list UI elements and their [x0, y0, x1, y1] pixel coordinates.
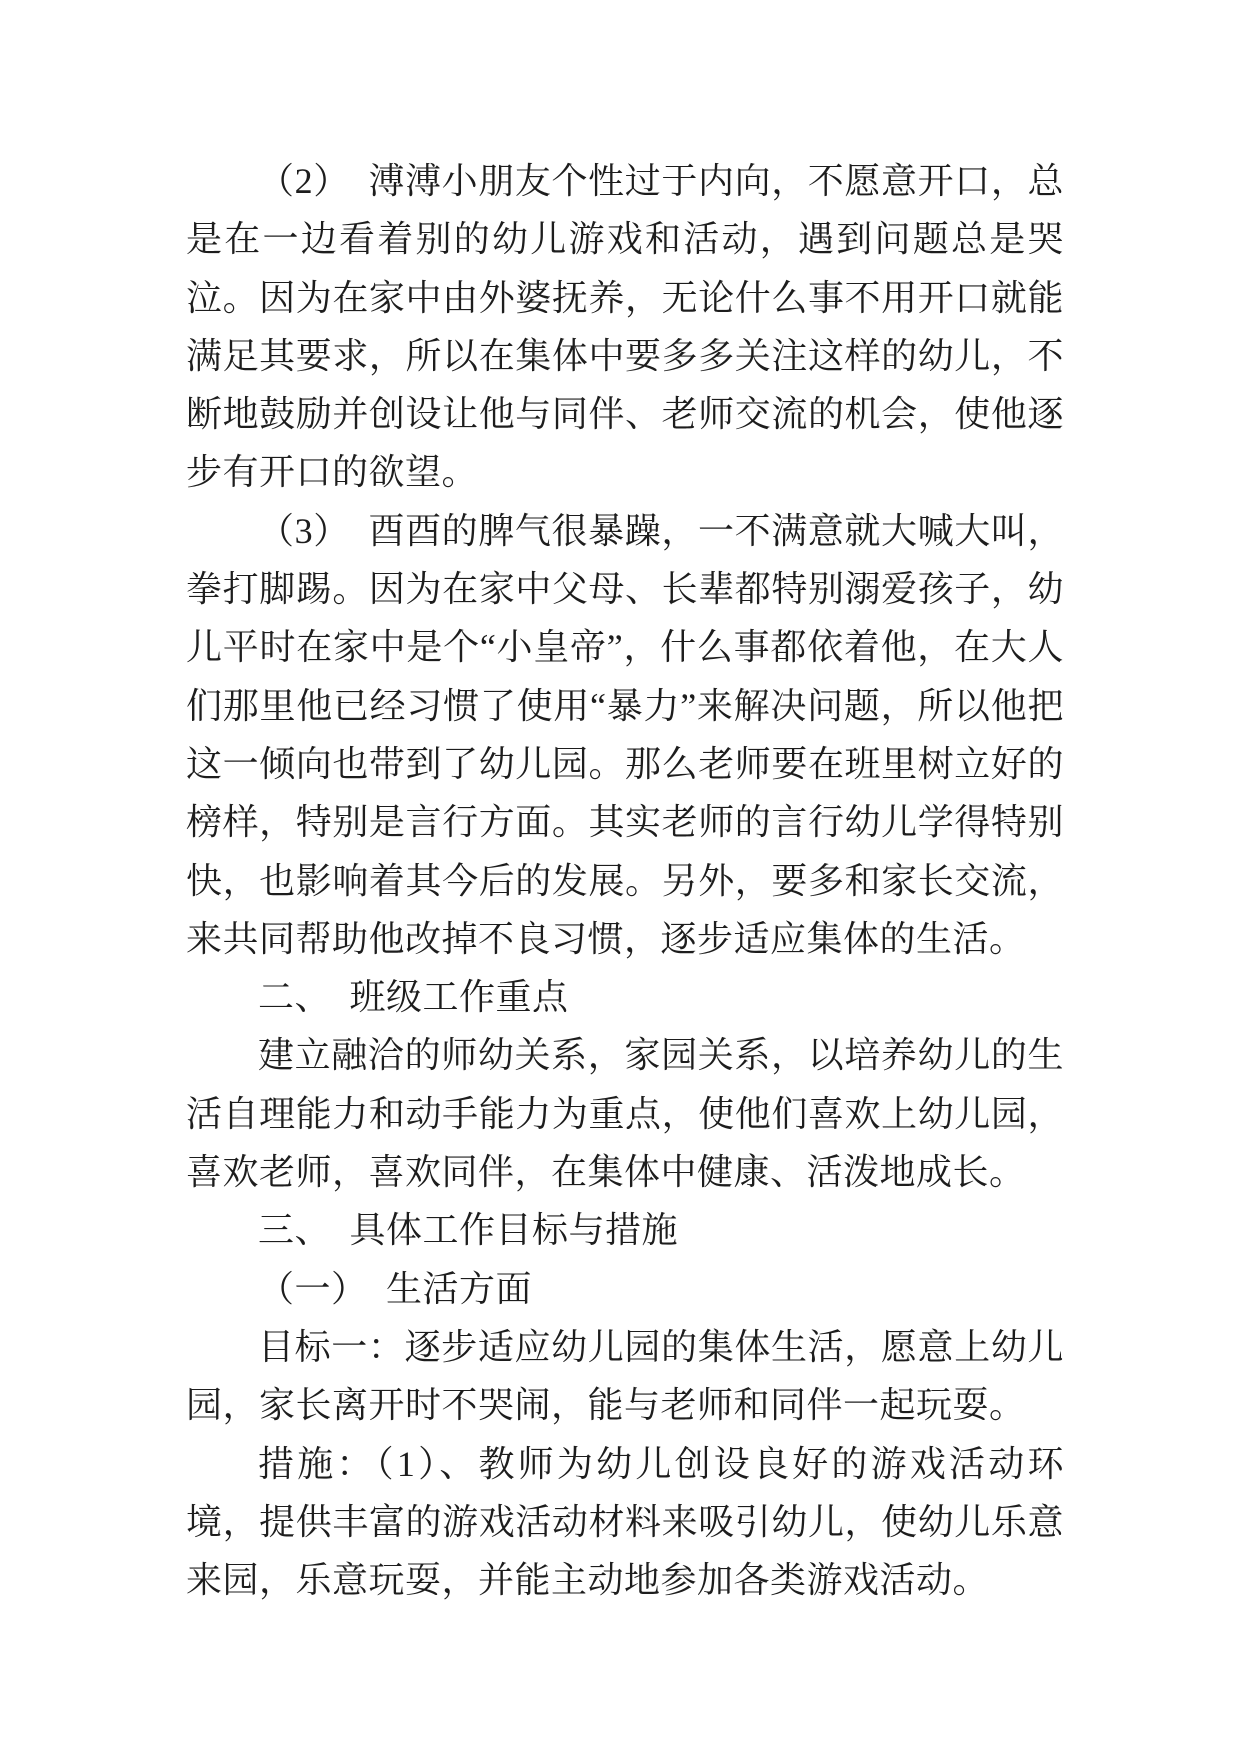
- paragraph-child-case-3: （3） 酉酉的脾气很暴躁，一不满意就大喊大叫，拳打脚踢。因为在家中父母、长辈都特别溺爱孩子，幼儿平时在家中是个“小皇帝”，什么事都依着他，在大人们那里他已经习惯了使用“暴力”来解决问题，所以他把这一倾向也带到了幼儿园。那么老师要在班里树立好的榜样，特别是言行方面。其实老师的言行幼儿学得特别快，也影响着其今后的发展。另外，要多和家长交流，来共同帮助他改掉不良习惯，逐步适应集体的生活。: [186, 510, 1064, 959]
- subheading-life-aspect: （一） 生活方面: [258, 1268, 533, 1309]
- paragraph-class-work-focus-body: 建立融洽的师幼关系，家园关系，以培养幼儿的生活自理能力和动手能力为重点，使他们喜欢上幼儿园，喜欢老师，喜欢同伴，在集体中健康、活泼地成长。: [186, 1035, 1064, 1193]
- paragraph-child-case-2: （2） 溥溥小朋友个性过于内向，不愿意开口，总是在一边看着别的幼儿游戏和活动，遇到问题总是哭泣。因为在家中由外婆抚养，无论什么事不用开口就能满足其要求，所以在集体中要多多关注这样的幼儿，不断地鼓励并创设让他与同伴、老师交流的机会，使他逐步有开口的欲望。: [186, 161, 1064, 493]
- paragraph-goal-one: 目标一：逐步适应幼儿园的集体生活，愿意上幼儿园，家长离开时不哭闹，能与老师和同伴一起玩耍。: [186, 1326, 1064, 1426]
- heading-class-work-focus: 二、 班级工作重点: [258, 977, 569, 1018]
- heading-specific-goals-and-measures: 三、 具体工作目标与措施: [258, 1210, 679, 1251]
- document-text-block: [186, 152, 1064, 1609]
- paragraph-measures-one: 措施：（1）、教师为幼儿创设良好的游戏活动环境，提供丰富的游戏活动材料来吸引幼儿，使幼儿乐意来园，乐意玩耍，并能主动地参加各类游戏活动。: [186, 1443, 1064, 1601]
